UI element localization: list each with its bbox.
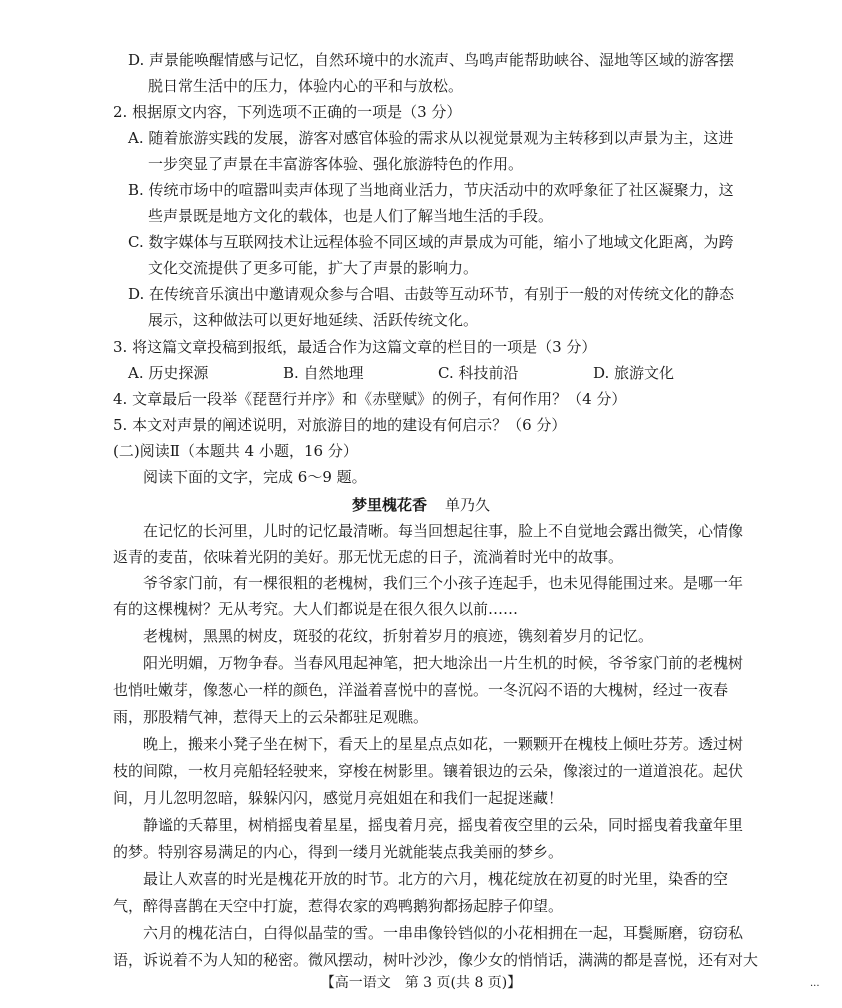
passage-line: 有的这棵槐树？无从考究。大人们都说是在很久很久以前…… bbox=[113, 600, 519, 618]
corner-mark: ... bbox=[810, 978, 820, 989]
passage-line: 气，醉得喜鹊在天空中打旋，惹得农家的鸡鸭鹅狗都扬起脖子仰望。 bbox=[113, 897, 564, 915]
q3-option-a: A. 历史探源 bbox=[128, 364, 209, 382]
passage-author: 单乃久 bbox=[445, 496, 491, 514]
q2-option-b-line2: 些声景既是地方文化的载体，也是人们了解当地生活的手段。 bbox=[148, 207, 554, 225]
q3-option-d: D. 旅游文化 bbox=[593, 364, 675, 382]
q2-option-b-line1: B. 传统市场中的喧嚣叫卖声体现了当地商业活力，节庆活动中的欢呼象征了社区凝聚力，这 bbox=[128, 181, 734, 199]
q3-option-c: C. 科技前沿 bbox=[438, 364, 519, 382]
passage-line: 枝的间隙，一枚月亮船轻轻驶来，穿梭在树影里。镶着银边的云朵，像滚过的一道道浪花。起伏 bbox=[113, 762, 744, 780]
passage-line: 老槐树，黑黑的树皮，斑驳的花纹，折射着岁月的痕迹，镌刻着岁月的记忆。 bbox=[143, 627, 654, 645]
passage-line: 语，诉说着不为人知的秘密。微风摆动，树叶沙沙，像少女的悄悄话，满满的都是喜悦，还有对大 bbox=[113, 951, 759, 969]
q2-stem: 2. 根据原文内容，下列选项不正确的一项是（3 分） bbox=[113, 103, 462, 121]
q3-option-b: B. 自然地理 bbox=[283, 364, 364, 382]
section-instruction: 阅读下面的文字，完成 6～9 题。 bbox=[143, 468, 367, 486]
passage-line: 的梦。特别容易满足的内心，得到一缕月光就能装点我美丽的梦乡。 bbox=[113, 843, 564, 861]
passage-line: 静谧的夭幕里，树梢摇曳着星星，摇曳着月亮，摇曳着夜空里的云朵，同时摇曳着我童年里 bbox=[143, 816, 744, 834]
passage-line: 在记忆的长河里，儿时的记忆最清晰。每当回想起往事，脸上不自觉地会露出微笑，心情像 bbox=[143, 522, 744, 540]
passage-line: 六月的槐花洁白，白得似晶莹的雪。一串串像铃铛似的小花相拥在一起，耳鬓厮磨，窃窃私 bbox=[143, 924, 744, 942]
passage-title: 梦里槐花香 bbox=[352, 496, 428, 514]
q2-option-a-line2: 一步突显了声景在丰富游客体验、强化旅游特色的作用。 bbox=[148, 155, 524, 173]
passage-line: 爷爷家门前，有一棵很粗的老槐树，我们三个小孩子连起手，也未见得能围过来。是哪一年 bbox=[143, 574, 744, 592]
passage-line: 返青的麦苗，依味着光阴的美好。那无忧无虑的日子，流淌着时光中的故事。 bbox=[113, 548, 624, 566]
q2-option-c-line1: C. 数字媒体与互联网技术让远程体验不同区域的声景成为可能，缩小了地域文化距离，为跨 bbox=[128, 233, 734, 251]
q1-option-d-line1: D. 声景能唤醒情感与记忆，自然环境中的水流声、鸟鸣声能帮助峡谷、湿地等区域的游客摆 bbox=[128, 51, 735, 69]
q3-stem: 3. 将这篇文章投稿到报纸，最适合作为这篇文章的栏目的一项是（3 分） bbox=[113, 338, 597, 356]
section-heading: (二)阅读Ⅱ（本题共 4 小题，16 分） bbox=[113, 442, 358, 460]
passage-line: 最让人欢喜的时光是槐花开放的时节。北方的六月，槐花绽放在初夏的时光里，染香的空 bbox=[143, 870, 729, 888]
passage-line: 也悄吐嫩芽，像葱心一样的颜色，洋溢着喜悦中的喜悦。一冬沉闷不语的大槐树，经过一夜春 bbox=[113, 681, 729, 699]
passage-line: 晚上，搬来小凳子坐在树下，看天上的星星点点如花，一颗颗开在槐枝上倾吐芬芳。透过树 bbox=[143, 735, 744, 753]
passage-line: 雨，那股精气神，惹得天上的云朵都驻足观瞧。 bbox=[113, 708, 429, 726]
passage-line: 阳光明媚，万物争春。当春风甩起神笔，把大地涂出一片生机的时候，爷爷家门前的老槐树 bbox=[143, 654, 744, 672]
q2-option-d-line2: 展示，这种做法可以更好地延续、活跃传统文化。 bbox=[148, 311, 479, 329]
passage-line: 间，月儿忽明忽暗，躲躲闪闪，感觉月亮姐姐在和我们一起捉迷藏！ bbox=[113, 789, 564, 807]
q2-option-d-line1: D. 在传统音乐演出中邀请观众参与合唱、击鼓等互动环节，有别于一般的对传统文化的静态 bbox=[128, 285, 735, 303]
q1-option-d-line2: 脱日常生活中的压力，体验内心的平和与放松。 bbox=[148, 77, 464, 95]
q4-question: 4. 文章最后一段举《琵琶行并序》和《赤壁赋》的例子，有何作用？（4 分） bbox=[113, 390, 627, 408]
page-footer: 【高一语文 第 3 页(共 8 页)】 bbox=[320, 975, 522, 991]
q5-question: 5. 本文对声景的阐述说明，对旅游目的地的建设有何启示？（6 分） bbox=[113, 416, 567, 434]
q2-option-c-line2: 文化交流提供了更多可能，扩大了声景的影响力。 bbox=[148, 259, 479, 277]
q2-option-a-line1: A. 随着旅游实践的发展，游客对感官体验的需求从以视觉景观为主转移到以声景为主，这进 bbox=[128, 129, 734, 147]
